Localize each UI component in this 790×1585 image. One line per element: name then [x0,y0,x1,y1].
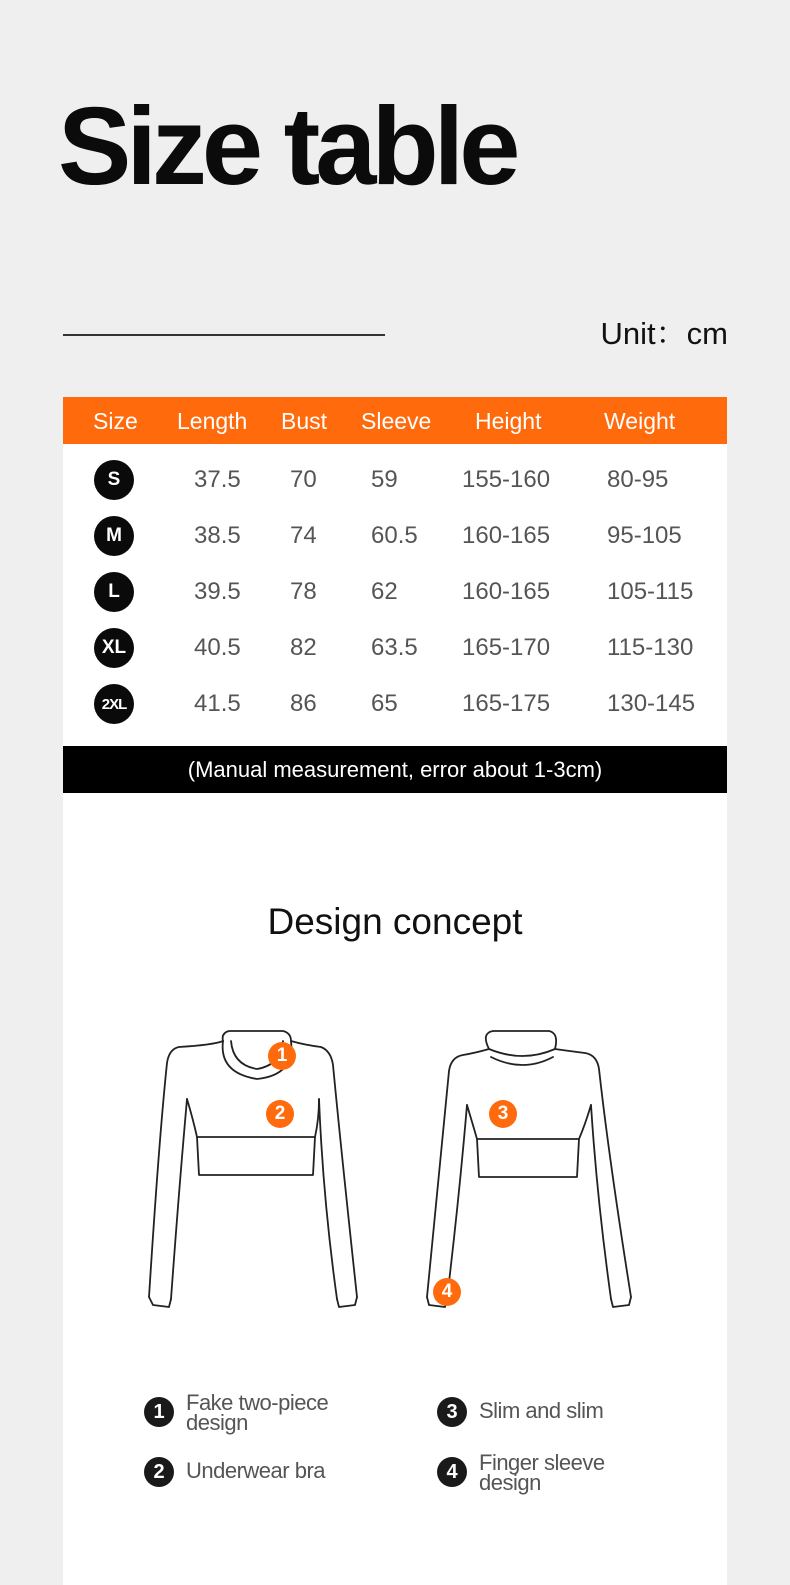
cell-bust: 82 [290,634,317,661]
cell-weight: 80-95 [607,466,669,493]
table-row [63,452,727,508]
header-size: Size [93,408,138,434]
cell-bust: 74 [290,522,317,549]
cell-length: 39.5 [194,578,241,605]
table-row [63,620,727,676]
table-row [63,676,727,732]
cell-length: 38.5 [194,522,241,549]
design-title: Design concept [267,901,523,942]
legend-text: Finger sleeve design [479,1450,605,1495]
table-row [63,564,727,620]
cell-sleeve: 63.5 [371,634,418,661]
size-badge: L [94,572,134,612]
cell-bust: 78 [290,578,317,605]
cell-height: 165-175 [462,690,551,717]
marker-2: 2 [266,1100,294,1128]
divider-line [63,334,385,336]
cell-weight: 105-115 [607,578,694,605]
unit-label: Unit：cm [600,316,728,351]
cell-sleeve: 62 [371,578,398,605]
header-bust: Bust [281,408,328,434]
cell-weight: 130-145 [607,690,696,717]
legend-text: Fake two-piece design [186,1390,329,1435]
measurement-note: (Manual measurement, error about 1-3cm) [63,746,727,793]
marker-1: 1 [268,1042,296,1070]
cell-bust: 70 [290,466,317,493]
cell-length: 41.5 [194,690,241,717]
size-badge: XL [94,628,134,668]
size-badge: M [94,516,134,556]
header-height: Height [475,408,542,434]
legend-number: 3 [437,1397,467,1427]
cell-sleeve: 59 [371,466,398,493]
cell-length: 37.5 [194,466,241,493]
size-badge: 2XL [94,684,134,724]
legend-number: 2 [144,1457,174,1487]
page-title: Size table [58,85,516,208]
size-badge: S [94,460,134,500]
cell-sleeve: 65 [371,690,398,717]
table-row [63,508,727,564]
header-weight: Weight [604,408,676,434]
cell-height: 165-170 [462,634,551,661]
garment-front-illustration [135,1029,365,1319]
cell-height: 160-165 [462,578,551,605]
marker-3: 3 [489,1100,517,1128]
legend-number: 1 [144,1397,174,1427]
legend-text: Slim and slim [479,1398,604,1423]
marker-4: 4 [433,1278,461,1306]
table-header [63,397,727,444]
legend-text: Underwear bra [186,1458,326,1483]
legend-number: 4 [437,1457,467,1487]
cell-length: 40.5 [194,634,241,661]
cell-weight: 95-105 [607,522,682,549]
header-sleeve: Sleeve [361,408,432,434]
cell-height: 155-160 [462,466,551,493]
content-panel [63,397,727,1585]
cell-weight: 115-130 [607,634,694,661]
garment-back-illustration [419,1029,649,1319]
cell-bust: 86 [290,690,317,717]
header-length: Length [177,408,248,434]
cell-height: 160-165 [462,522,551,549]
cell-sleeve: 60.5 [371,522,418,549]
